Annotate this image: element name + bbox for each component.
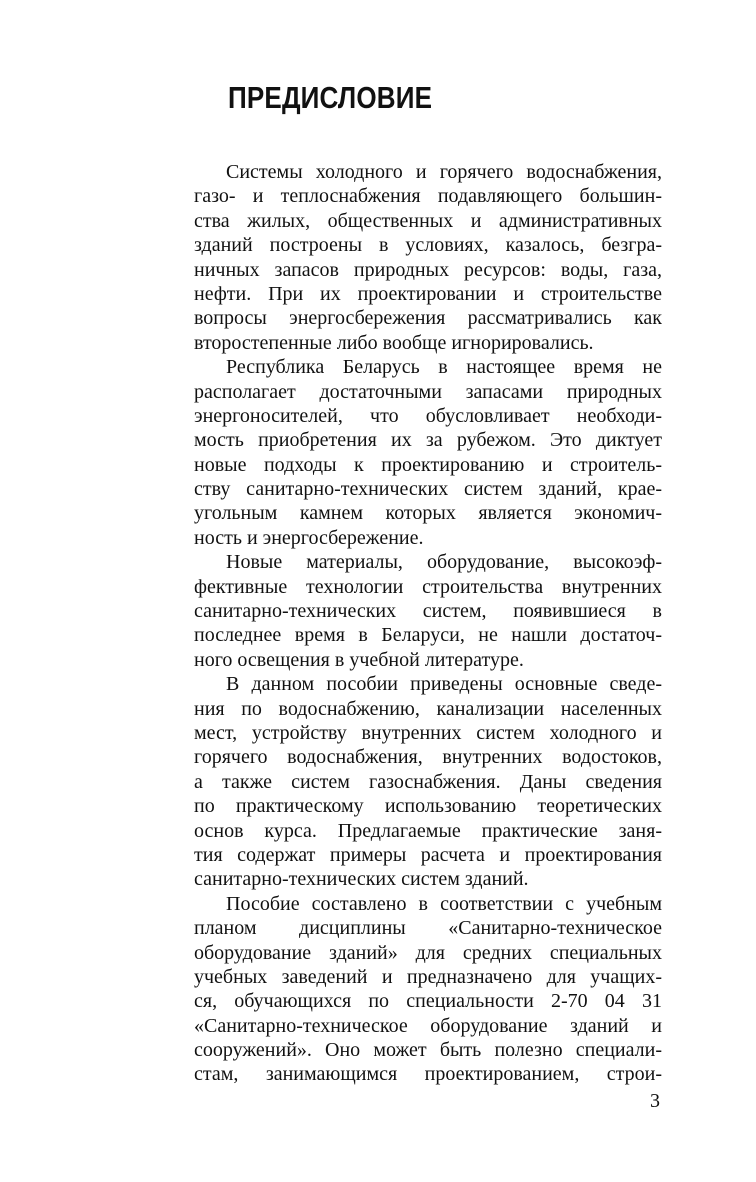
- text-line: мест, устройству внутренних систем холодного и: [194, 721, 662, 744]
- text-line: оборудование зданий» для средних специальных: [194, 941, 662, 964]
- text-line: Системы холодного и горячего водоснабжения,: [226, 161, 662, 183]
- text-line: ния по водоснабжению, канализации населенных: [194, 697, 662, 720]
- text-line: а также систем газоснабжения. Даны сведения: [194, 770, 662, 793]
- text-line: фективные технологии строительства внутренних: [194, 575, 662, 598]
- body-text: [194, 160, 662, 1087]
- page-title: ПРЕДИСЛОВИЕ: [228, 80, 433, 115]
- text-line: вопросы энергосбережения рассматривались как: [194, 307, 662, 330]
- text-line: основ курса. Предлагаемые практические заня-: [194, 819, 662, 842]
- text-line: располагает достаточными запасами природных: [194, 380, 662, 403]
- text-line: стам, занимающимся проектированием, строи-: [194, 1063, 662, 1086]
- text-line: ность и энергосбережение.: [194, 526, 424, 549]
- text-line: санитарно-технических систем зданий.: [194, 868, 529, 891]
- text-line: ся, обучающихся по специальности 2-70 04 31: [194, 990, 662, 1013]
- text-line: энергоносителей, что обусловливает необходи-: [194, 404, 662, 427]
- text-line: ничных запасов природных ресурсов: воды, газа,: [194, 258, 662, 281]
- text-line: Новые материалы, оборудование, высокоэф-: [226, 551, 662, 574]
- text-line: ного освещения в учебной литературе.: [194, 648, 524, 671]
- text-line: санитарно-технических систем, появившиеся в: [194, 600, 662, 623]
- text-line: по практическому использованию теоретических: [194, 795, 662, 818]
- text-line: горячего водоснабжения, внутренних водостоков,: [194, 746, 662, 769]
- text-line: планом дисциплины «Санитарно-техническое: [194, 917, 662, 940]
- text-line: мость приобретения их за рубежом. Это диктует: [194, 429, 662, 452]
- text-line: Республика Беларусь в настоящее время не: [226, 356, 662, 379]
- text-line: «Санитарно-техническое оборудование зданий и: [194, 1014, 662, 1037]
- text-line: ства жилых, общественных и административных: [194, 209, 662, 232]
- text-line: В данном пособии приведены основные сведе-: [226, 673, 662, 696]
- text-line: Пособие составлено в соответствии с учебным: [226, 892, 662, 915]
- text-line: зданий построены в условиях, казалось, безгра-: [194, 234, 662, 257]
- text-line: сооружений». Оно может быть полезно специали-: [194, 1039, 662, 1062]
- text-line: газо- и теплоснабжения подавляющего большин-: [194, 185, 662, 208]
- text-line: второстепенные либо вообще игнорировались.: [194, 331, 594, 354]
- text-line: угольным камнем которых является экономич-: [194, 502, 662, 525]
- text-line: ству санитарно-технических систем зданий, крае-: [194, 478, 662, 501]
- text-line: последнее время в Беларуси, не нашли достаточ-: [194, 624, 662, 647]
- page-number: 3: [650, 1090, 660, 1112]
- text-line: тия содержат примеры расчета и проектирования: [194, 843, 662, 866]
- text-line: нефти. При их проектировании и строительстве: [194, 282, 662, 305]
- text-line: учебных заведений и предназначено для учащих-: [194, 965, 662, 988]
- text-line: новые подходы к проектированию и строитель-: [194, 453, 662, 476]
